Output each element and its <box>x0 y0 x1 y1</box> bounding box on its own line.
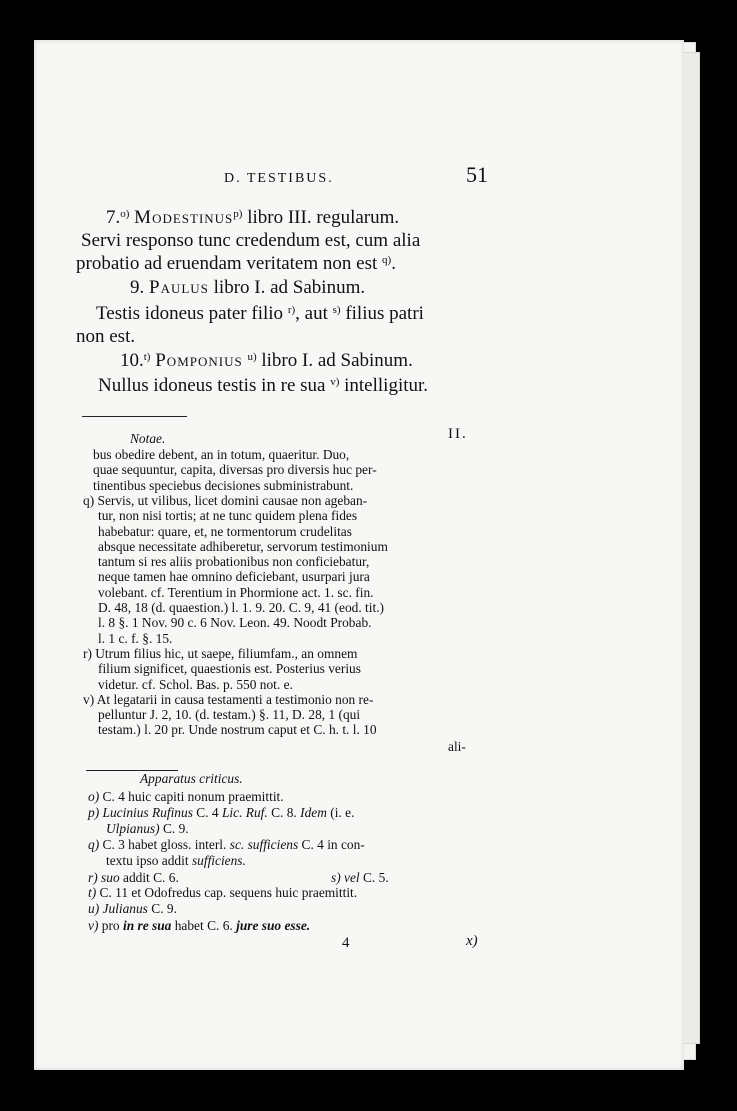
note-line: l. 8 §. 1 Nov. 90 c. 6 Nov. Leon. 49. Noodt Probab. <box>98 615 372 631</box>
text-line-1: 7.$^{o)}$ Modestinus$^{p)}$ libro III. regularum. <box>106 207 400 228</box>
text-line-2: Servi responso tunc credendum est, cum alia <box>81 230 421 251</box>
catchword-main: II. <box>448 426 468 442</box>
text-line-7: 10.$^{t)}$ Pomponius $^{u)}$ libro I. ad Sabinum. <box>120 350 413 371</box>
note-line: v) At legatarii in causa testamenti a testimonio non re- <box>83 691 374 707</box>
text-line-6: non est. <box>76 326 136 347</box>
notes-title: Notae. <box>130 431 166 446</box>
apparatus-u: u) Julianus C. 9. <box>88 901 177 916</box>
apparatus-s: s) vel C. 5. <box>331 870 389 885</box>
apparatus-o: o) C. 4 huic capiti nonum praemittit. <box>88 789 284 804</box>
note-line: pelluntur J. 2, 10. (d. testam.) §. 11, D. 28, 1 (qui <box>98 707 361 723</box>
running-title: D. TESTIBUS. <box>224 171 334 186</box>
text-line-8: Nullus idoneus testis in re sua $^{v)}$ intelligitur. <box>98 375 429 396</box>
note-line: tur, non nisi tortis; at ne tunc quidem plena fides <box>98 508 358 524</box>
text-line-4: 9. Paulus libro I. ad Sabinum. <box>130 277 366 298</box>
page-number: 51 <box>466 162 488 187</box>
text-line-5: Testis idoneus pater filio $^{r)}$, aut $^{s)}$ filius patri <box>96 303 424 324</box>
signature-mark: 4 <box>342 935 350 951</box>
note-line: D. 48, 18 (d. quaestion.) l. 1. 9. 20. C. 9, 41 (eod. tit.) <box>98 600 385 615</box>
apparatus-q-cont: textu ipso addit sufficiens. <box>106 853 246 868</box>
text-line-3: probatio ad eruendam veritatem non est $^{q)}$. <box>76 253 396 274</box>
note-line: habebatur: quare, et, ne tormentorum crudelitas <box>98 523 352 539</box>
notes-rule <box>82 416 187 417</box>
note-line: quae sequuntur, capita, diversas pro diversis huc per- <box>93 462 377 478</box>
notes-catchword: ali- <box>448 739 466 754</box>
note-line: absque necessitate adhiberetur, servorum testimonium <box>98 538 388 554</box>
apparatus-title: Apparatus criticus. <box>140 771 243 786</box>
note-line: tinentibus speciebus decisiones subministrabunt. <box>93 477 354 493</box>
catchword-apparatus: x) <box>466 933 478 949</box>
note-line: videtur. cf. Schol. Bas. p. 550 not. e. <box>98 676 293 692</box>
apparatus-t: t) C. 11 et Odofredus cap. sequens huic praemittit. <box>88 885 358 900</box>
note-line: neque tamen hae omnino deficiebant, usurpari jura <box>98 569 370 585</box>
note-line: testam.) l. 20 pr. Unde nostrum caput et C. h. t. l. 10 <box>98 722 377 738</box>
apparatus-p-cont: Ulpianus) C. 9. <box>106 821 189 836</box>
note-line: q) Servis, ut vilibus, licet domini causae non ageban- <box>83 492 368 508</box>
note-line: bus obedire debent, an in totum, quaeritur. Duo, <box>93 447 350 462</box>
apparatus-q: q) C. 3 habet gloss. interl. sc. sufficiens C. 4 in con- <box>88 837 365 852</box>
book-page <box>34 40 684 1070</box>
note-line: volebant. cf. Terentium in Phormione act. 1. sc. fin. <box>98 584 374 600</box>
note-line: filium significet, quaestionis est. Posterius verius <box>98 661 361 677</box>
note-line: tantum si res aliis probationibus non conficiebatur, <box>98 554 370 570</box>
apparatus-v: v) pro in re sua habet C. 6. jure suo esse. <box>88 918 311 933</box>
note-line: r) Utrum filius hic, ut saepe, filiumfam., an omnem <box>83 645 358 661</box>
apparatus-p: p) Lucinius Rufinus C. 4 Lic. Ruf. C. 8. Idem (i. e. <box>88 805 355 820</box>
apparatus-r: r) suo addit C. 6. <box>88 870 179 885</box>
note-line: l. 1 c. f. §. 15. <box>98 630 173 646</box>
